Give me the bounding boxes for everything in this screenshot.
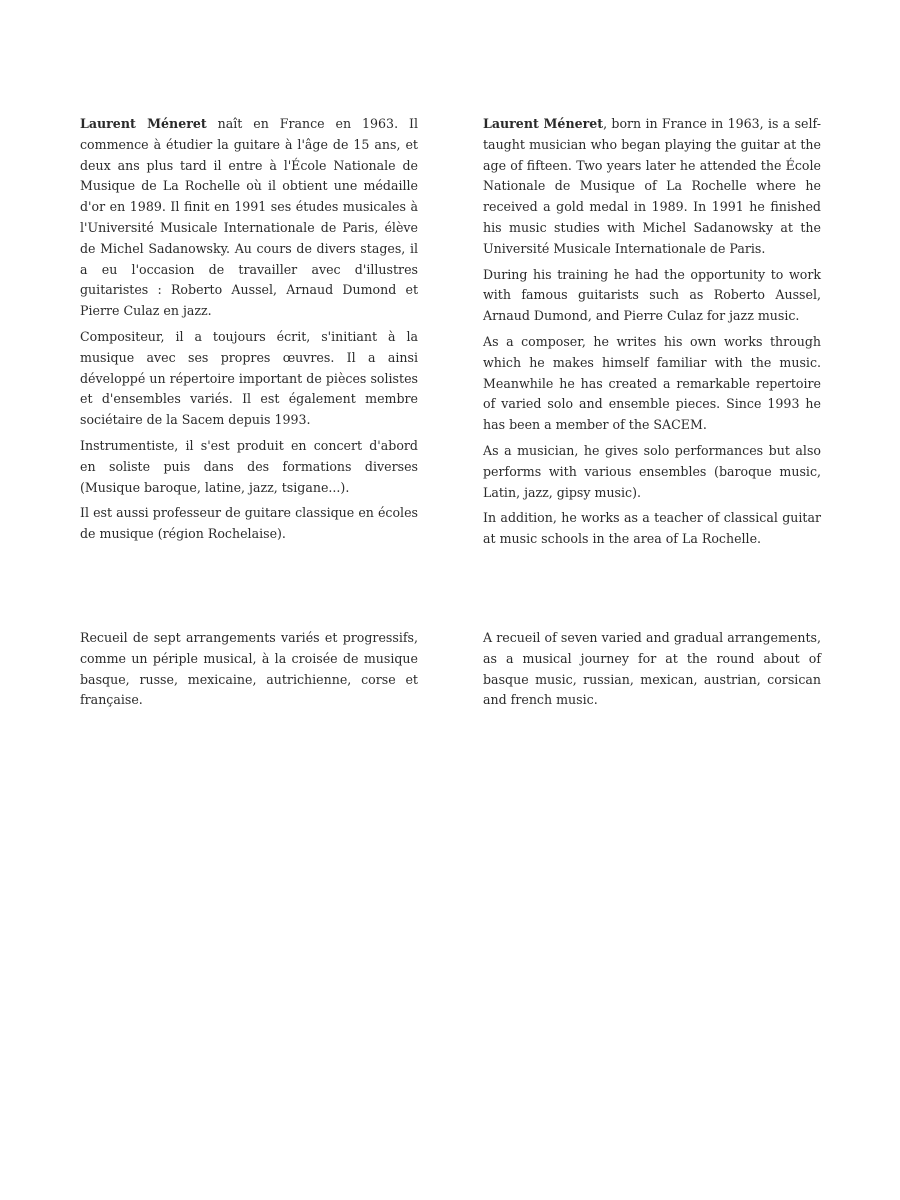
french-bio-paragraph-1-text: naît en France en 1963. Il commence à étudier la guitare à l'âge de 15 ans, et deux ans plus tard il entre à l'École Nationale de Musique de La Rochelle où il obtient une médaille d'or en 1989. Il finit en 1991 ses études musicales à l'Université Musicale Internationale de Paris, élève de Michel Sadanowsky. Au cours de divers stages, il a eu l'occasion de travailler avec d'illustres guitaristes : Roberto Aussel, Arnaud Dumond et Pierre Culaz en jazz. (80, 116, 418, 319)
english-biography (483, 114, 821, 555)
english-bio-paragraph-3: As a composer, he writes his own works through which he makes himself familiar with the music. Meanwhile he has created a remarkable repertoire of varied solo and ensemble pieces. Since 1993 he has been a member of the SACEM. (483, 333, 821, 433)
english-collection-description (483, 628, 821, 716)
french-bio-paragraph-4: Il est aussi professeur de guitare classique en écoles de musique (région Rochelaise). (80, 505, 418, 542)
composer-name: Laurent Méneret (483, 116, 604, 131)
english-bio-paragraph-5: In addition, he works as a teacher of classical guitar at music schools in the area of La Rochelle. (483, 510, 821, 547)
french-collection-text: Recueil de sept arrangements variés et progressifs, comme un périple musical, à la croisée de musique basque, russe, mexicaine, autrichienne, corse et française. (80, 630, 418, 708)
french-biography (80, 114, 418, 550)
french-bio-paragraph-2: Compositeur, il a toujours écrit, s'initiant à la musique avec ses propres œuvres. Il a ainsi développé un répertoire important de pièces solistes et d'ensembles variés. Il est également membre sociétaire de la Sacem depuis 1993. (80, 328, 418, 428)
english-bio-paragraph-2: During his training he had the opportunity to work with famous guitarists such as Roberto Aussel, Arnaud Dumond, and Pierre Culaz for jazz music. (483, 266, 821, 324)
french-collection-description (80, 628, 418, 716)
french-bio-paragraph-1 (80, 114, 418, 322)
english-bio-paragraph-1-text: , born in France in 1963, is a self-taught musician who began playing the guitar at the age of fifteen. Two years later he attended the École Nationale de Musique of La Rochelle where he received a gold medal in 1989. In 1991 he finished his music studies with Michel Sadanowsky at the Université Musicale Internationale de Paris. (483, 116, 821, 256)
english-collection-text: A recueil of seven varied and gradual arrangements, as a musical journey for at the round about of basque music, russian, mexican, austrian, corsican and french music. (483, 630, 821, 708)
english-bio-paragraph-4: As a musician, he gives solo performances but also performs with various ensembles (baroque music, Latin, jazz, gipsy music). (483, 442, 821, 500)
french-bio-paragraph-3: Instrumentiste, il s'est produit en concert d'abord en soliste puis dans des formations diverses (Musique baroque, latine, jazz, tsigane...). (80, 437, 418, 495)
composer-name: Laurent Méneret (80, 116, 207, 131)
english-bio-paragraph-1 (483, 114, 821, 260)
